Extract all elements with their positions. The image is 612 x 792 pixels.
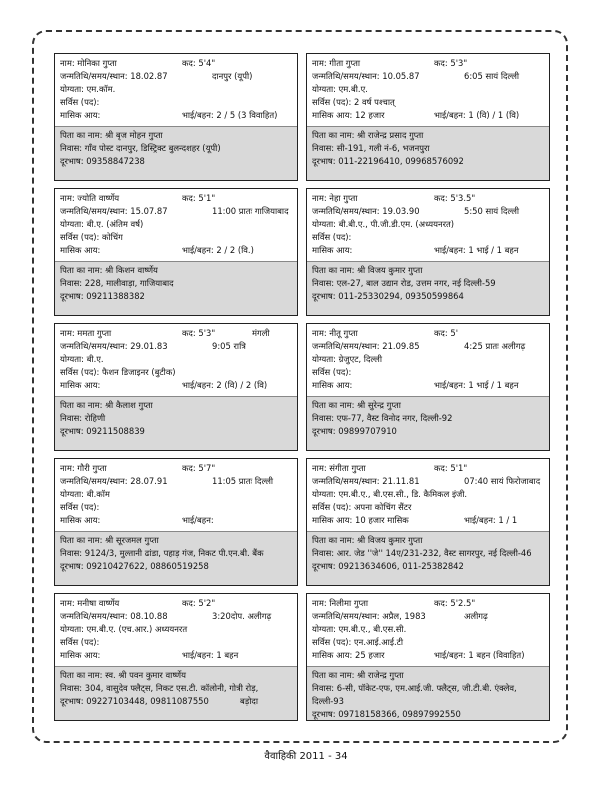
profile-card <box>54 53 298 181</box>
name-line <box>312 597 544 610</box>
birth: जन्मतिथि/समय/स्थान: 15.07.87 <box>60 206 168 217</box>
phone-line <box>60 695 292 708</box>
height: कद: 5'1" <box>182 193 216 203</box>
profile-row <box>54 188 550 316</box>
service: सर्विस (पद): कोचिंग <box>60 232 123 243</box>
income: मासिक आय: <box>60 110 101 121</box>
birth-line <box>60 340 292 353</box>
siblings: भाई/बहन: 2 / 2 (वि.) <box>182 245 254 256</box>
family-details <box>307 666 549 720</box>
income: मासिक आय: <box>60 380 101 391</box>
birth-extra: 6:05 सायं दिल्ली <box>464 71 520 82</box>
page-footer: वैवाहिकी 2011 - 34 <box>264 751 348 762</box>
siblings: भाई/बहन: 1 बहन (विवाहित) <box>434 650 525 661</box>
birth-extra: 9:05 रात्रि <box>212 341 246 352</box>
father-name: पिता का नाम: श्री विजय कुमार गुप्ता <box>312 535 423 545</box>
address: निवास: 228, मालीवाड़ा, गाजियाबाद <box>60 278 174 289</box>
name: नाम: निलीमा गुप्ता <box>312 598 369 608</box>
phone: दूरभाष: 09210427622, 08860519258 <box>60 561 209 572</box>
name: नाम: ज्योति वार्ष्णेय <box>60 193 120 203</box>
address: निवास: 6-सी, पॉकेट-एफ, एम.आई.जी. फ्लैट्स, जी.टी.बी. एंक्लेव, दिल्ली-93 <box>312 683 517 707</box>
income: मासिक आय: <box>60 515 101 526</box>
profile-details <box>307 459 549 531</box>
name: नाम: गौरी गुप्ता <box>60 463 107 473</box>
birth-extra: 3:20दोप. अलीगढ़ <box>212 611 272 622</box>
siblings: भाई/बहन: 2 / 5 (3 विवाहित) <box>182 110 278 121</box>
profile-details <box>55 459 297 531</box>
name: नाम: मोनिका गुप्ता <box>60 58 117 68</box>
height: कद: 5'2.5" <box>434 598 476 608</box>
income-line <box>60 244 292 257</box>
name-line <box>312 462 544 475</box>
income-line <box>60 109 292 122</box>
profile-details <box>307 324 549 396</box>
profile-card <box>306 323 550 451</box>
service: सर्विस (पद): <box>60 97 100 108</box>
qualification: योग्यता: ग्रेजुएट, दिल्ली <box>312 354 383 365</box>
birth: जन्मतिथि/समय/स्थान: 28.07.91 <box>60 476 168 487</box>
profile-row <box>54 53 550 181</box>
phone: दूरभाष: 09358847238 <box>60 156 145 167</box>
phone: दूरभाष: 09213634606, 011-25382842 <box>312 561 464 572</box>
address: निवास: 9124/3, मुल्तानी ढांडा, पहाड़ गंज, निकट पी.एन.बी. बैंक <box>60 548 264 559</box>
service: सर्विस (पद): <box>60 637 100 648</box>
address: निवास: रोहिणी <box>60 413 106 424</box>
profile-details <box>307 189 549 261</box>
profile-card <box>54 458 298 586</box>
father-name: पिता का नाम: श्री राजेन्द्र प्रसाद गुप्ता <box>312 130 424 140</box>
income-line <box>60 514 292 527</box>
income: मासिक आय: 10 हजार मासिक <box>312 515 409 526</box>
birth-line <box>60 475 292 488</box>
service: सर्विस (पद): 2 वर्ष पश्चात् <box>312 97 395 108</box>
birth-extra: 4:25 प्रातः अलीगढ़ <box>464 341 526 352</box>
birth-line <box>312 70 544 83</box>
profile-row <box>54 323 550 451</box>
family-details <box>55 126 297 180</box>
qualification: योग्यता: बी.बी.ए., पी.जी.डी.एम. (अध्ययनरत) <box>312 219 455 230</box>
birth-line <box>60 205 292 218</box>
service: सर्विस (पद): एन.आई.आई.टी <box>312 637 404 648</box>
service: सर्विस (पद): <box>312 367 352 378</box>
profile-card <box>54 188 298 316</box>
birth-line <box>312 340 544 353</box>
birth: जन्मतिथि/समय/स्थान: 08.10.88 <box>60 611 168 622</box>
profile-card <box>306 593 550 721</box>
income: मासिक आय: <box>60 245 101 256</box>
phone: दूरभाष: 09211388382 <box>60 291 145 302</box>
qualification: योग्यता: एम.बी.ए. (एच.आर.) अध्ययनरत <box>60 624 188 635</box>
profile-details <box>55 189 297 261</box>
father-name: पिता का नाम: श्री बृज मोहन गुप्ता <box>60 130 163 140</box>
birth: जन्मतिथि/समय/स्थान: 21.11.81 <box>312 476 420 487</box>
family-details <box>307 531 549 585</box>
name-line <box>60 192 292 205</box>
address: निवास: एल-27, बाल उद्यान रोड, उत्तम नगर, नई दिल्ली-59 <box>312 278 496 289</box>
income-line <box>312 649 544 662</box>
height: कद: 5'2" <box>182 598 216 608</box>
siblings: भाई/बहन: 1 बहन <box>182 650 239 661</box>
birth: जन्मतिथि/समय/स्थान: अप्रैल, 1983 <box>312 611 426 622</box>
qualification: योग्यता: एम.बी.ए., बी.एस.सी., डि. कैमिकल इंजी. <box>312 489 468 500</box>
phone: दूरभाष: 09899707910 <box>312 426 397 437</box>
qualification: योग्यता: एम.कॉम. <box>60 84 116 95</box>
income-line <box>60 379 292 392</box>
birth-line <box>312 205 544 218</box>
family-details <box>55 666 297 720</box>
profile-card <box>306 53 550 181</box>
qualification: योग्यता: बी.कॉम <box>60 489 110 500</box>
service: सर्विस (पद): अपना कोचिंग सैंटर <box>312 502 412 513</box>
qualification: योग्यता: बी.ए. <box>60 354 104 365</box>
height: कद: 5'1" <box>434 463 468 473</box>
siblings: भाई/बहन: 1 भाई / 1 बहन <box>434 245 519 256</box>
profile-row <box>54 458 550 586</box>
siblings: भाई/बहन: 1 भाई / 1 बहन <box>434 380 519 391</box>
income-line <box>312 244 544 257</box>
family-details <box>307 261 549 315</box>
income-line <box>60 649 292 662</box>
profile-card <box>54 593 298 721</box>
father-name: पिता का नाम: श्री सुरेन्द्र गुप्ता <box>312 400 401 410</box>
birth-extra: 11:05 प्रातः दिल्ली <box>212 476 274 487</box>
address: निवास: सी-191, गली नं-6, भजनपुरा <box>312 143 430 154</box>
name-line <box>312 327 544 340</box>
birth: जन्मतिथि/समय/स्थान: 19.03.90 <box>312 206 420 217</box>
height: कद: 5'7" <box>182 463 216 473</box>
income-line <box>312 109 544 122</box>
income-line <box>312 379 544 392</box>
father-name: पिता का नाम: श्री कैलाश गुप्ता <box>60 400 153 410</box>
family-details <box>55 396 297 450</box>
profile-details <box>55 54 297 126</box>
siblings: भाई/बहन: <box>182 515 214 526</box>
address: निवास: गाँव पोस्ट दानपुर, डिस्ट्रिक्ट बुलन्दशहर (यूपी) <box>60 143 221 154</box>
profile-row <box>54 593 550 721</box>
name-line <box>60 597 292 610</box>
income: मासिक आय: <box>312 245 353 256</box>
birth-extra: अलीगढ़ <box>464 611 488 622</box>
profile-details <box>307 54 549 126</box>
father-name: पिता का नाम: श्री विजय कुमार गुप्ता <box>312 265 423 275</box>
address: निवास: एफ-77, वैस्ट विनोद नगर, दिल्ली-92 <box>312 413 453 424</box>
service: सर्विस (पद): <box>312 232 352 243</box>
name: नाम: ममता गुप्ता <box>60 328 112 338</box>
birth-line <box>60 610 292 623</box>
father-name: पिता का नाम: स्व. श्री पवन कुमार वार्ष्णेय <box>60 670 186 680</box>
family-details <box>55 531 297 585</box>
height: कद: 5'4" <box>182 58 216 68</box>
siblings: भाई/बहन: 1 / 1 <box>464 515 518 526</box>
birth: जन्मतिथि/समय/स्थान: 18.02.87 <box>60 71 168 82</box>
siblings: भाई/बहन: 1 (वि) / 1 (वि) <box>434 110 520 121</box>
name: नाम: नेहा गुप्ता <box>312 193 358 203</box>
height: कद: 5' <box>434 328 458 338</box>
profile-card <box>54 323 298 451</box>
father-name: पिता का नाम: श्री सूरजमल गुप्ता <box>60 535 159 545</box>
service: सर्विस (पद): <box>60 502 100 513</box>
name-line <box>60 462 292 475</box>
income: मासिक आय: <box>60 650 101 661</box>
birth-extra: 5:50 सायं दिल्ली <box>464 206 520 217</box>
phone: दूरभाष: 09227103448, 09811087550 <box>60 696 209 707</box>
family-details <box>307 126 549 180</box>
income: मासिक आय: 12 हजार <box>312 110 385 121</box>
birth-line <box>312 610 544 623</box>
birth-line <box>60 70 292 83</box>
birth-extra: दानपुर (यूपी) <box>212 71 253 82</box>
birth: जन्मतिथि/समय/स्थान: 10.05.87 <box>312 71 420 82</box>
name: नाम: संगीता गुप्ता <box>312 463 366 473</box>
father-name: पिता का नाम: श्री किशन वार्ष्णेय <box>60 265 158 275</box>
siblings: भाई/बहन: 2 (वि) / 2 (वि) <box>182 380 268 391</box>
phone: दूरभाष: 09718158366, 09897992550 <box>312 709 461 720</box>
qualification: योग्यता: एम.बी.ए. <box>312 84 368 95</box>
height-extra: मंगली <box>252 328 270 338</box>
profile-details <box>55 324 297 396</box>
birth-line <box>312 475 544 488</box>
name-line <box>312 192 544 205</box>
profile-details <box>55 594 297 666</box>
profile-card <box>306 458 550 586</box>
name: नाम: नीतू गुप्ता <box>312 328 358 338</box>
profile-details <box>307 594 549 666</box>
qualification: योग्यता: बी.ए. (अंतिम वर्ष) <box>60 219 144 230</box>
income: मासिक आय: <box>312 380 353 391</box>
height: कद: 5'3" <box>434 58 468 68</box>
income-line <box>312 514 544 527</box>
birth: जन्मतिथि/समय/स्थान: 21.09.85 <box>312 341 420 352</box>
birth-extra: 11:00 प्रातः गाजियाबाद <box>212 206 289 217</box>
phone: दूरभाष: 011-25330294, 09350599864 <box>312 291 464 302</box>
name-line <box>312 57 544 70</box>
address: निवास: आर. जेड ''जे'' 14ए/231-232, वैस्ट सागरपुर, नई दिल्ली-46 <box>312 548 532 559</box>
phone-extra: बड़ोदा <box>240 696 259 707</box>
name: नाम: मनीषा वार्ष्णेय <box>60 598 120 608</box>
name-line <box>60 327 292 340</box>
phone: दूरभाष: 09211508839 <box>60 426 145 437</box>
qualification: योग्यता: एम.बी.ए., बी.एस.सी. <box>312 624 407 635</box>
phone: दूरभाष: 011-22196410, 09968576092 <box>312 156 464 167</box>
address: निवास: 304, वासुदेव फ्लैट्स, निकट एस.टी. कॉलोनी, गोत्री रोड़, <box>60 683 259 694</box>
service: सर्विस (पद): फैशन डिजाइनर (बुटीक) <box>60 367 176 378</box>
name: नाम: गीता गुप्ता <box>312 58 361 68</box>
family-details <box>307 396 549 450</box>
birth: जन्मतिथि/समय/स्थान: 29.01.83 <box>60 341 168 352</box>
family-details <box>55 261 297 315</box>
height: कद: 5'3.5" <box>434 193 476 203</box>
income: मासिक आय: 25 हजार <box>312 650 385 661</box>
height: कद: 5'3" <box>182 328 216 338</box>
birth-extra: 07:40 सायं फिरोजाबाद <box>464 476 541 487</box>
name-line <box>60 57 292 70</box>
father-name: पिता का नाम: श्री राजेन्द्र गुप्ता <box>312 670 404 680</box>
profile-card <box>306 188 550 316</box>
